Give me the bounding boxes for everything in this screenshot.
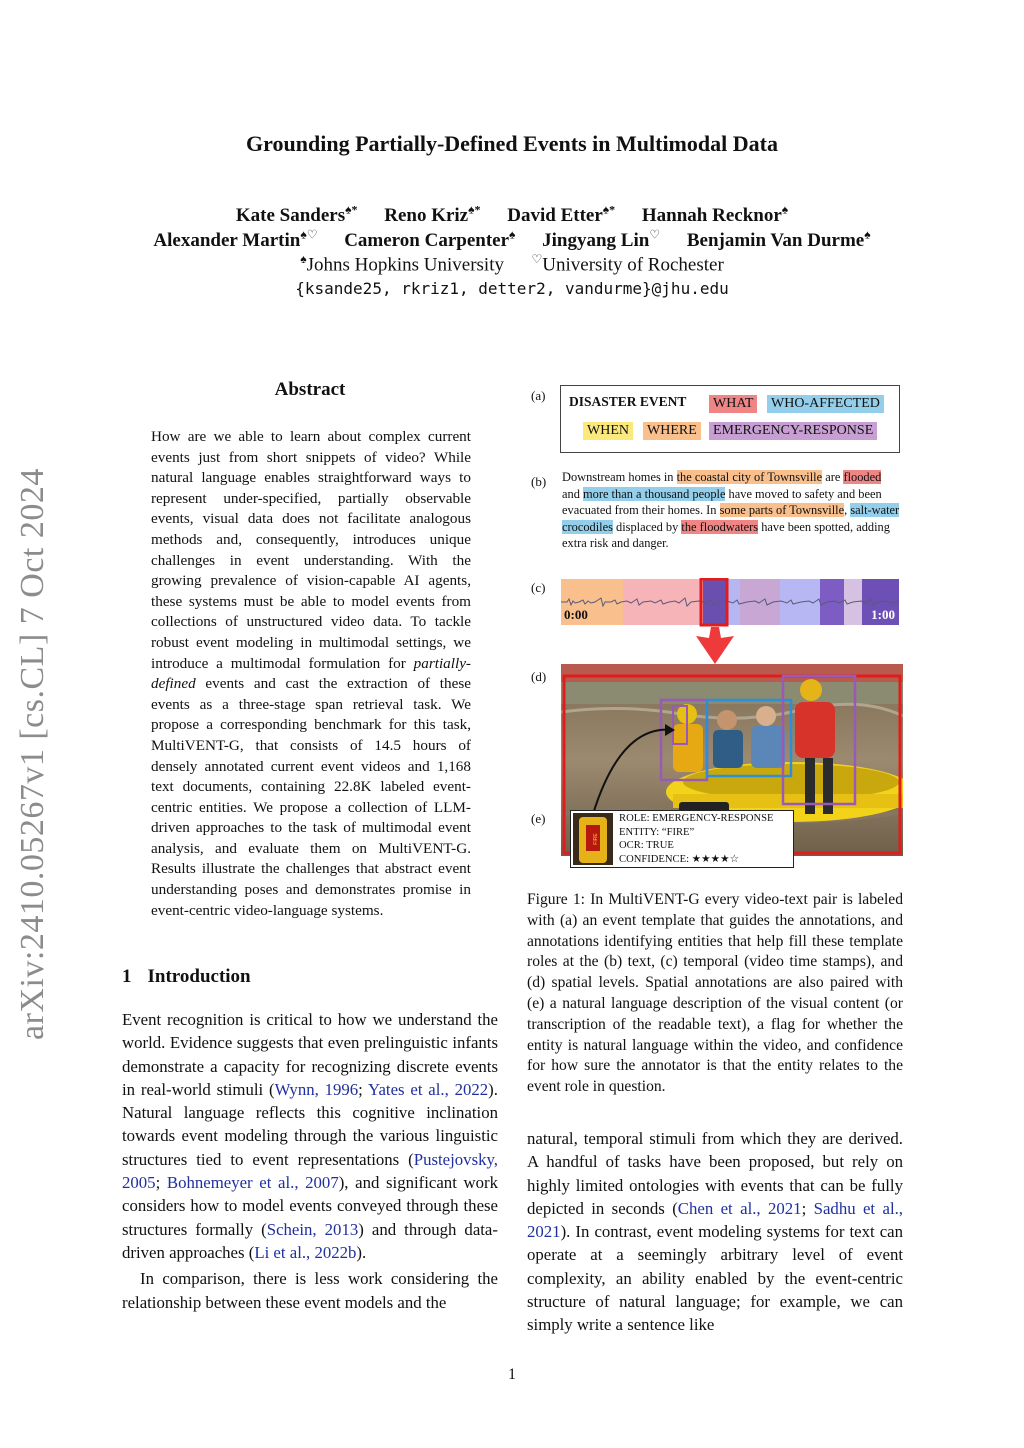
section-heading: 1 Introduction: [122, 966, 251, 987]
intro-paragraph-1: [122, 1008, 498, 1264]
text-run: ). In contrast, event modeling systems for text can operate at a seemingly arbitrary level of event complexity, an ability enabled by the event-centric structure of natural language; for example, we can simply write a sentence like: [527, 1222, 903, 1335]
text-run: displaced by: [612, 519, 682, 534]
author: Kate Sanders♠*: [235, 203, 358, 227]
timeline-start-label: 0:00: [564, 607, 588, 622]
citation-link[interactable]: Schein, 2013: [266, 1219, 359, 1239]
timeline-end-label: 1:00: [871, 607, 895, 622]
author-line-1: [0, 203, 1024, 227]
text-run: Event recognition is critical to how we understand the world. Evidence suggests that even prelinguistic infants demonstrate a capacity for recognizing discrete events in real-world stimuli (: [122, 1010, 498, 1099]
role-tag-emergency-response: EMERGENCY-RESPONSE: [709, 422, 877, 440]
page-number: 1: [508, 1366, 516, 1383]
highlighted-span: flooded: [843, 470, 882, 484]
text-run: ).: [356, 1242, 367, 1262]
author-emails: {ksande25, rkriz1, detter2, vandurme}@jhu.edu: [295, 279, 729, 298]
text-run: and: [562, 486, 583, 501]
text-run: ;: [358, 1079, 369, 1099]
citation-link[interactable]: Li et al., 2022b: [254, 1242, 357, 1262]
author: Benjamin Van Durme♠: [686, 228, 871, 252]
citation-link[interactable]: Wynn, 1996: [274, 1079, 359, 1099]
text-run: are: [822, 470, 844, 484]
author: Alexander Martin♠♡: [153, 228, 318, 252]
highlighted-span: the floodwaters: [681, 519, 759, 534]
crop-text: FIRE: [593, 833, 599, 845]
citation-link[interactable]: Yates et al., 2022: [368, 1079, 489, 1099]
highlighted-span: the coastal city of Townsville: [676, 470, 823, 484]
text-run: natural, temporal stimuli from which they are derived. A handful of tasks have been proposed, but rely on highly limited ontologies with events that can be fully depicted in seconds (: [527, 1129, 903, 1218]
text-run: ;: [801, 1198, 814, 1218]
figure-label-e: (e): [531, 811, 546, 826]
annotated-text-passage: [562, 469, 902, 552]
highlighted-span: salt-water crocodiles: [562, 503, 900, 534]
intro-paragraph-2: In comparison, there is less work considering the relationship between these event models and the: [122, 1269, 498, 1312]
citation-link[interactable]: Bohnemeyer et al., 2007: [166, 1173, 339, 1193]
text-run: ,: [844, 503, 851, 517]
text-run: ;: [155, 1173, 167, 1193]
entity-annotation-card: [570, 810, 794, 868]
citation-link[interactable]: Chen et al., 2021: [677, 1198, 802, 1218]
annotation-role: ROLE: EMERGENCY-RESPONSE: [619, 813, 774, 824]
annotation-confidence: CONFIDENCE: ★★★★☆: [619, 853, 740, 865]
intro-paragraph-3: [527, 1127, 903, 1337]
figure-label-a: (a): [531, 388, 546, 403]
abstract-text: How are we able to learn about complex current events just from short snippets of video? While natural language enables straightforward ways to represent under-specified, partially observable events, visual data does not facilitate analogous methods and, consequently, introduces unique challenges in event understanding. With the growing prevalence of vision-capable AI agents, these systems must be able to model events from collections of unstructured video data. To tackle robust event modeling in multimodal settings, we introduce a multimodal formulation for partially-defined events and cast the extraction of these events as a three-stage span retrieval task. We propose a corresponding benchmark for this task, MultiVENT-G, that consists of 14.5 hours of densely annotated current event videos and 1,168 text documents, containing 22.8K labeled event-centric entities. We propose a collection of LLM-driven approaches to the task of multimodal event analysis, and evaluate them on MultiVENT-G. Results illustrate the challenges that abstract event understanding poses and demonstrates promise in event-centric video-language systems.: [151, 428, 471, 919]
text-run: have moved to safety and been evacuated from their homes. In: [562, 486, 882, 517]
highlighted-span: some parts of Townsville: [719, 503, 845, 517]
affiliations: ♠Johns Hopkins University ♡University of Rochester: [300, 252, 724, 276]
template-name: DISASTER EVENT: [569, 394, 687, 409]
role-tag-when: WHEN: [583, 422, 633, 440]
figure-label-c: (c): [531, 580, 546, 595]
author: Jingyang Lin♡: [542, 228, 661, 252]
figure-label-b: (b): [531, 474, 547, 489]
abstract-heading: Abstract: [274, 379, 346, 400]
text-run: Downstream homes in: [562, 470, 677, 484]
citation-link[interactable]: Sadhu et al., 2021: [527, 1198, 903, 1242]
text-run: ). Natural language reflects this cognitive inclination towards event modeling through the various linguistic structures tied to event representations (: [122, 1079, 498, 1169]
text-run: have been spotted, adding extra risk and danger.: [562, 519, 890, 550]
annotation-entity: ENTITY: “FIRE”: [619, 826, 695, 838]
frame-pointer-arrow: [690, 578, 740, 666]
highlighted-span: more than a thousand people: [583, 486, 726, 501]
text-run: ), and significant work considers how to model events conveyed through these structures formally (: [122, 1173, 498, 1239]
event-template-box: [560, 385, 900, 453]
role-tag-who-affected: WHO-AFFECTED: [767, 395, 884, 413]
figure-label-d: (d): [531, 669, 547, 684]
author: Reno Kriz♠*: [384, 203, 481, 227]
author: Hannah Recknor♠: [641, 203, 789, 227]
author-line-2: [0, 228, 1024, 252]
figure-caption: Figure 1: In MultiVENT-G every video-text pair is labeled with (a) an event template that guides the annotations, and annotations identifying entities that help fill these template roles at the (b) text, (c) temporal (video time stamps), and (d) spatial levels. Spatial annotations are also paired with (e) a natural language description of the visual content (or transcription of the readable text), a flag for whether the entity is natural language within the video, and confidence for how sure the annotator is that the entity relates to the event role in question.: [527, 891, 903, 1096]
intro-right-column: [527, 1127, 903, 1337]
annotation-fields: [619, 812, 774, 866]
arxiv-stamp: arXiv:2410.05267v1 [cs.CL] 7 Oct 2024: [14, 468, 51, 1040]
role-tag-what: WHAT: [709, 395, 757, 413]
text-run: ) and through data-driven approaches (: [122, 1219, 498, 1262]
citation-link[interactable]: Pustejovsky, 2005: [122, 1149, 498, 1193]
intro-left-column: [122, 1008, 498, 1314]
annotation-ocr: OCR: TRUE: [619, 840, 674, 852]
entity-crop-thumbnail: [573, 813, 613, 865]
author: David Etter♠*: [507, 203, 616, 227]
author: Cameron Carpenter♠: [344, 228, 516, 252]
role-tag-where: WHERE: [643, 422, 701, 440]
paper-title: Grounding Partially-Defined Events in Multimodal Data: [246, 131, 778, 156]
